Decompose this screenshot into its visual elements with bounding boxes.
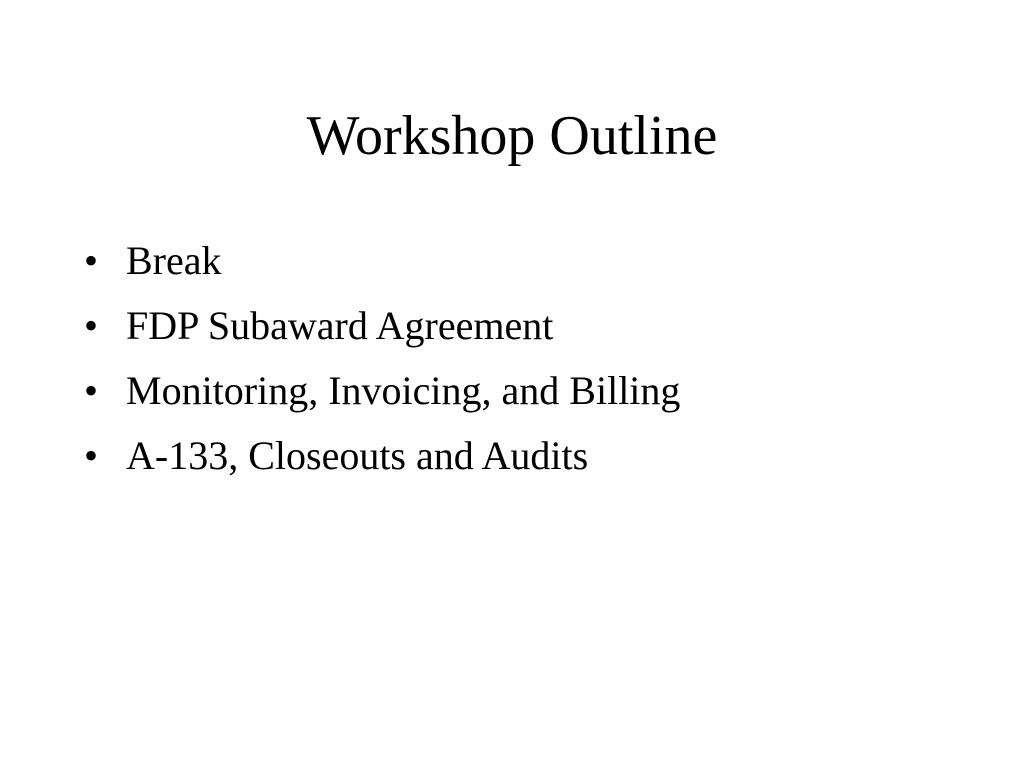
bullet-icon: • [84, 303, 99, 348]
bullet-item-monitoring-invoicing-billing [84, 358, 680, 423]
bullet-text: Break [126, 238, 222, 283]
bullet-list [84, 228, 680, 488]
slide-title: Workshop Outline [306, 105, 718, 167]
bullet-icon: • [84, 368, 99, 413]
bullet-icon: • [84, 238, 99, 283]
bullet-icon: • [84, 433, 99, 478]
bullet-item-fdp-subaward-agreement [84, 293, 680, 358]
bullet-text: Monitoring, Invoicing, and Billing [126, 368, 681, 413]
bullet-item-break [84, 228, 680, 293]
bullet-text: A-133, Closeouts and Audits [126, 433, 589, 478]
bullet-item-a133-closeouts-audits [84, 423, 680, 488]
bullet-text: FDP Subaward Agreement [126, 303, 554, 348]
